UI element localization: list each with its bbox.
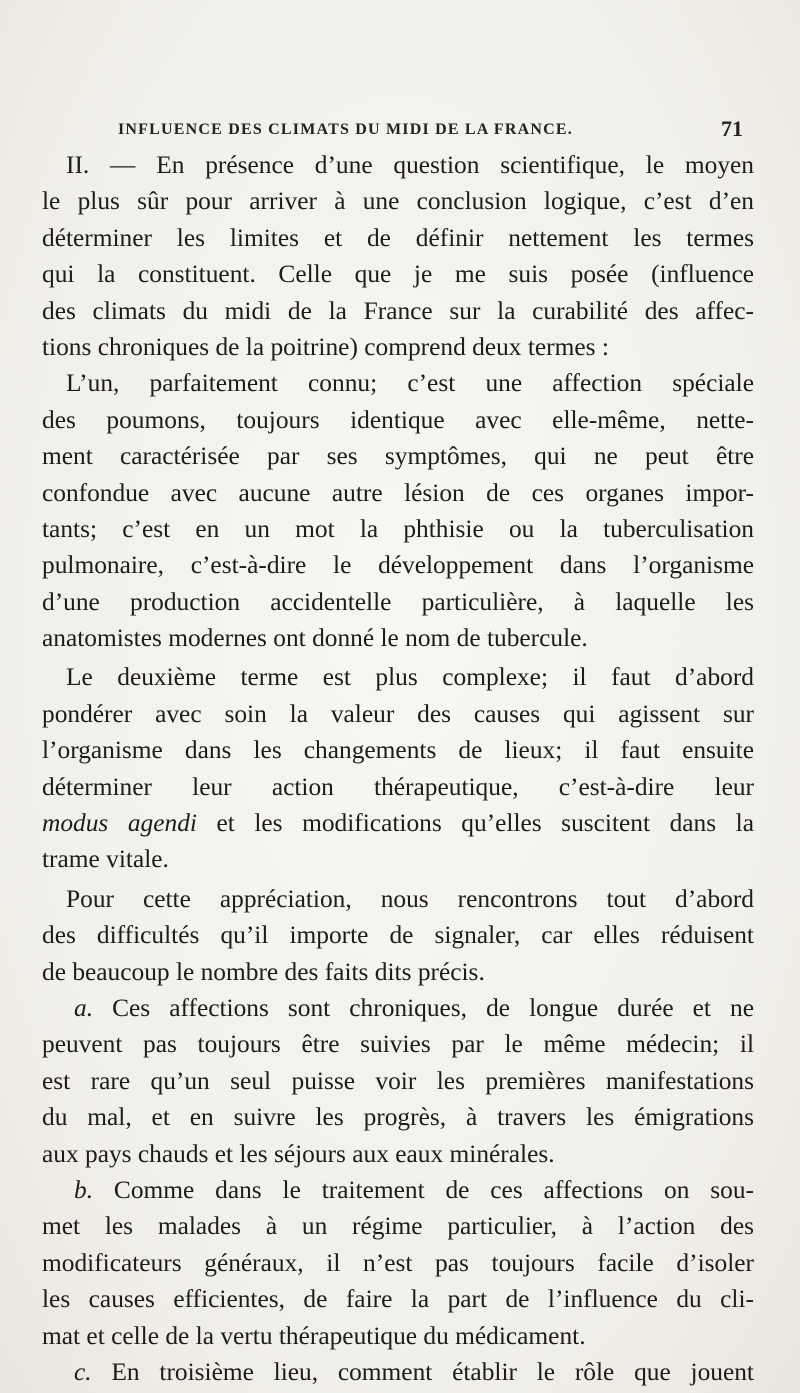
text-fragment: Comme dans le traitement de ces affections on sou-: [113, 1175, 754, 1204]
list-item-c: [42, 1354, 754, 1390]
text-line: tions chroniques de la poitrine) comprend deux termes :: [42, 332, 609, 361]
item-marker: a.: [74, 993, 94, 1022]
text-fragment: et les modifications qu’elles suscitent dans la: [216, 809, 754, 838]
text-fragment: Ces affections sont chroniques, de longue durée et ne: [112, 993, 754, 1022]
list-item-a: [42, 990, 754, 1026]
text-line: Pour cette appréciation, nous rencontrons tout d’abord: [66, 884, 754, 913]
text-line: des climats du midi de la France sur la curabilité des affec-: [42, 296, 754, 325]
text-line: Le deuxième terme est plus complexe; il faut d’abord: [66, 663, 754, 692]
text-line: modificateurs généraux, il n’est pas toujours facile d’isoler: [42, 1248, 754, 1277]
text-line: met les malades à un régime particulier, à l’action des: [42, 1212, 754, 1241]
text-line: anatomistes modernes ont donné le nom de tubercule.: [42, 624, 588, 653]
text-line: déterminer leur action thérapeutique, c’est-à-dire leur: [42, 772, 754, 801]
text-line: les causes efficientes, de faire la part de l’influence du cli-: [42, 1285, 754, 1314]
text-line: confondue avec aucune autre lésion de ces organes impor-: [42, 478, 754, 507]
page-number: 71: [721, 116, 743, 141]
text-line: ment caractérisée par ses symptômes, qui ne peut être: [42, 442, 754, 471]
text-line: d’une production accidentelle particulière, à laquelle les: [42, 587, 754, 616]
text-line: L’un, parfaitement connu; c’est une affection spéciale: [66, 369, 754, 398]
list-item-b: [42, 1172, 754, 1208]
text-line: aux pays chauds et les séjours aux eaux minérales.: [42, 1139, 555, 1168]
item-marker: c.: [74, 1357, 92, 1386]
item-marker: b.: [74, 1175, 94, 1204]
italic-term: modus agendi: [42, 809, 197, 838]
text-line: déterminer les limites et de définir nettement les termes: [42, 223, 754, 252]
text-fragment: En troisième lieu, comment établir le rôle que jouent: [111, 1357, 754, 1386]
text-line: pondérer avec soin la valeur des causes qui agissent sur: [42, 699, 754, 728]
text-line: pulmonaire, c’est-à-dire le développement dans l’organisme: [42, 551, 754, 580]
text-line: l’organisme dans les changements de lieux; il faut ensuite: [42, 736, 754, 765]
text-line: des poumons, toujours identique avec elle-même, nette-: [42, 405, 754, 434]
body-text: [42, 147, 754, 1390]
text-line: peuvent pas toujours être suivies par le même médecin; il: [42, 1030, 754, 1059]
text-line: des difficultés qu’il importe de signaler, car elles réduisent: [42, 921, 754, 950]
page-header: [118, 116, 743, 144]
text-line: le plus sûr pour arriver à une conclusion logique, c’est d’en: [42, 187, 754, 216]
text-line-with-italic: [42, 805, 754, 841]
text-line: est rare qu’un seul puisse voir les premières manifestations: [42, 1066, 754, 1095]
text-line: qui la constituent. Celle que je me suis posée (influence: [42, 260, 754, 289]
text-line: de beaucoup le nombre des faits dits précis.: [42, 957, 485, 986]
text-line: tants; c’est en un mot la phthisie ou la tuberculisation: [42, 514, 754, 543]
text-line: II. — En présence d’une question scientifique, le moyen: [66, 151, 754, 179]
running-title: INFLUENCE DES CLIMATS DU MIDI DE LA FRANCE.: [118, 121, 573, 138]
text-line: mat et celle de la vertu thérapeutique du médicament.: [42, 1321, 586, 1350]
text-line: trame vitale.: [42, 845, 169, 874]
text-line: du mal, et en suivre les progrès, à travers les émigrations: [42, 1103, 754, 1132]
